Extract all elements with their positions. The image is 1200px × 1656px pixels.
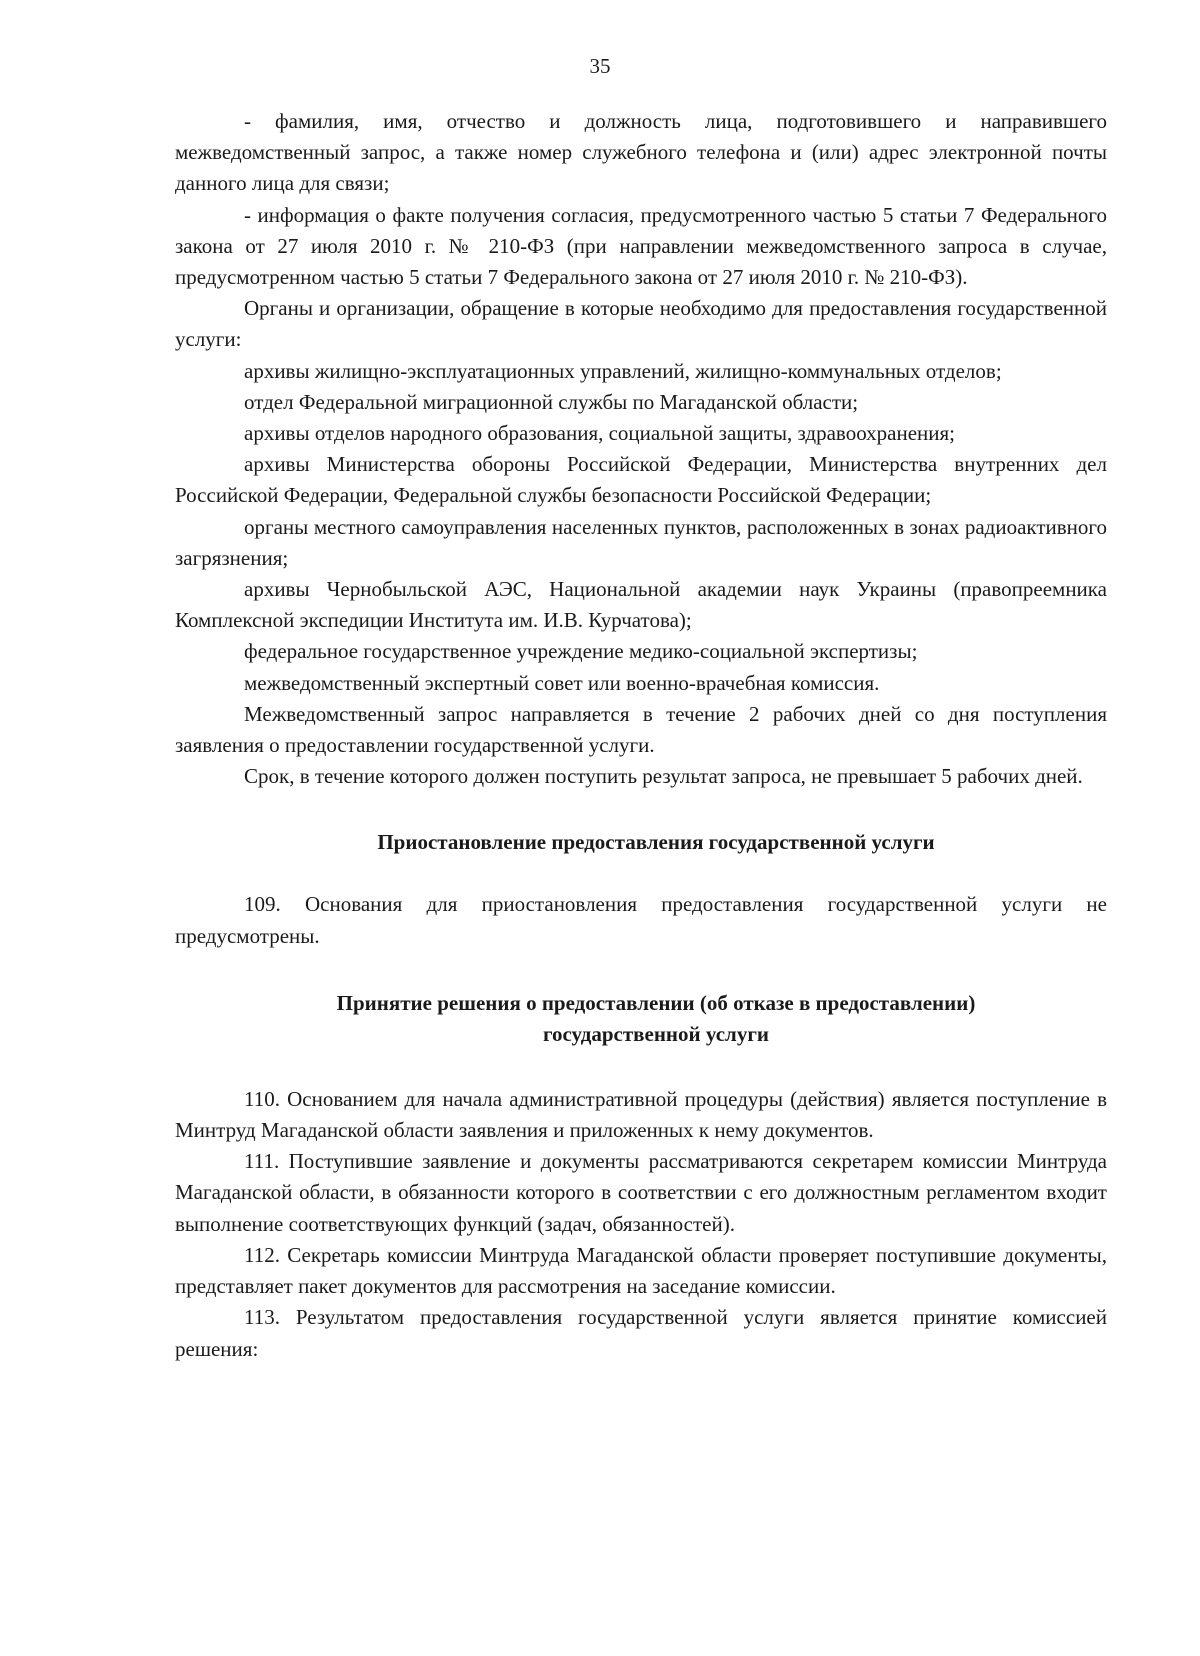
paragraph-organizations-intro: Органы и организации, обращение в которые необходимо для предоставления государственной услуги: xyxy=(175,296,1107,352)
list-item-local-government: органы местного самоуправления населенных пунктов, расположенных в зонах радиоактивного загрязнения; xyxy=(175,514,1107,570)
section-heading-decision-line2: государственной услуги xyxy=(543,1021,769,1046)
paragraph-109: 109. Основания для приостановления предоставления государственной услуги не предусмотрены. xyxy=(175,892,1107,948)
paragraph-113: 113. Результатом предоставления государственной услуги является принятие комиссией решения: xyxy=(175,1305,1107,1361)
list-item-expert-council: межведомственный экспертный совет или военно-врачебная комиссия. xyxy=(244,670,880,695)
document-body xyxy=(175,106,1107,1365)
page-number: 35 xyxy=(589,54,611,78)
list-item-education-archives: архивы отделов народного образования, социальной защиты, здравоохранения; xyxy=(244,421,956,446)
paragraph-response-deadline: Срок, в течение которого должен поступить результат запроса, не превышает 5 рабочих дней. xyxy=(244,764,1083,789)
section-heading-decision-line1: Принятие решения о предоставлении (об отказе в предоставлении) xyxy=(336,990,976,1015)
paragraph-request-timing: Межведомственный запрос направляется в течение 2 рабочих дней со дня поступления заявления о предоставлении государственной услуги. xyxy=(175,701,1107,758)
list-item-chernobyl-archives: архивы Чернобыльской АЭС, Национальной академии наук Украины (правопреемника Комплексной экспедиции Института им. И.В. Курчатова); xyxy=(175,577,1107,633)
paragraph-112: 112. Секретарь комиссии Минтруда Магаданской области проверяет поступившие документы, представляет пакет документов для рассмотрения на заседание комиссии. xyxy=(175,1242,1107,1299)
list-item-ministry-archives: архивы Министерства обороны Российской Федерации, Министерства внутренних дел Российской Федерации, Федеральной службы безопасности Российской Федерации; xyxy=(175,452,1107,508)
section-heading-suspension: Приостановление предоставления государственной услуги xyxy=(377,830,935,855)
list-item-medical-expertise: федеральное государственное учреждение медико-социальной экспертизы; xyxy=(244,639,918,664)
paragraph-110: 110. Основанием для начала административной процедуры (действия) является поступление в Минтруд Магаданской области заявления и приложенных к нему документов. xyxy=(175,1086,1107,1143)
paragraph-111: 111. Поступившие заявление и документы рассматриваются секретарем комиссии Минтруда Магаданской области, в обязанности которого в соответствии с его должностным регламентом входит выполнение соответствующих функций (задач, обязанностей). xyxy=(175,1149,1107,1236)
section-heading-decision xyxy=(175,988,1107,1050)
paragraph-requester-details: - фамилия, имя, отчество и должность лица, подготовившего и направившего межведомственный запрос, а также номер служебного телефона и (или) адрес электронной почты данного лица для связи; xyxy=(175,109,1107,196)
paragraph-consent-info: - информация о факте получения согласия, предусмотренного частью 5 статьи 7 Федерального закона от 27 июля 2010 г. № 210-ФЗ (при направлении межведомственного запроса в случае, предусмотренном частью 5 статьи 7 Федерального закона от 27 июля 2010 г. № 210-ФЗ). xyxy=(175,202,1107,290)
list-item-housing-archives: архивы жилищно-эксплуатационных управлений, жилищно-коммунальных отделов; xyxy=(244,358,1002,383)
list-item-migration-service: отдел Федеральной миграционной службы по Магаданской области; xyxy=(244,389,859,414)
